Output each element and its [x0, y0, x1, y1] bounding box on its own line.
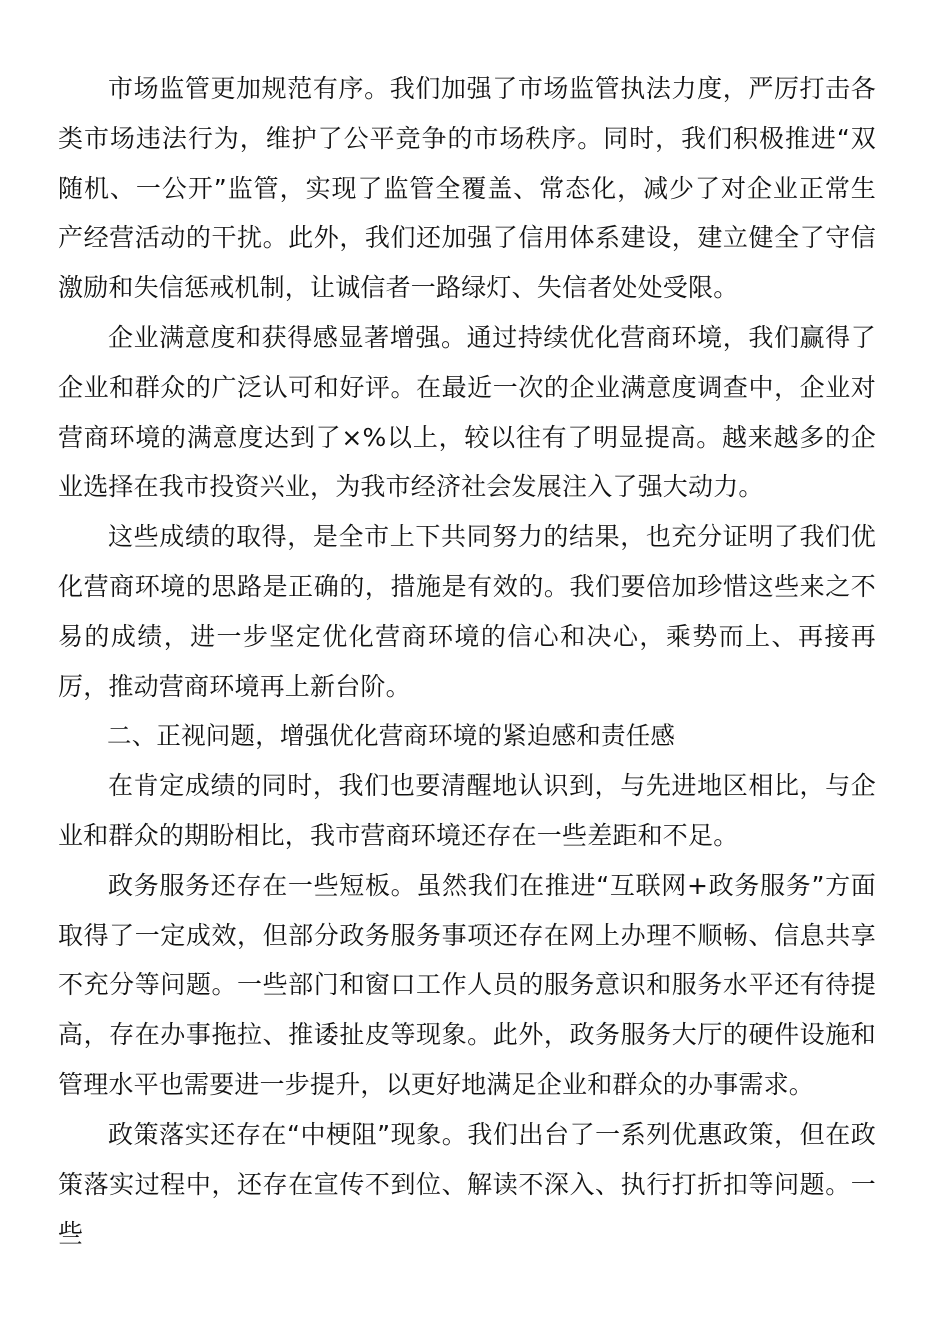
paragraph-achievements-summary: 这些成绩的取得，是全市上下共同努力的结果，也充分证明了我们优化营商环境的思路是正确的，措施是有效的。我们要倍加珍惜这些来之不易的成绩，进一步坚定优化营商环境的信心和决心，乘势而上、再接再厉，推动营商环境再上新台阶。: [58, 522, 876, 701]
paragraph-government-services: 政务服务还存在一些短板。虽然我们在推进“互联网+政务服务”方面取得了一定成效，但部分政务服务事项还存在网上办理不顺畅、信息共享不充分等问题。一些部门和窗口工作人员的服务意识和服务水平还有待提高，存在办事拖拉、推诿扯皮等现象。此外，政务服务大厅的硬件设施和管理水平也需要进一步提升，以更好地满足企业和群众的办事需求。: [58, 870, 876, 1099]
section-heading-two: 二、正视问题，增强优化营商环境的紧迫感和责任感: [107, 721, 676, 751]
paragraph-market-supervision: 市场监管更加规范有序。我们加强了市场监管执法力度，严厉打击各类市场违法行为，维护了公平竞争的市场秩序。同时，我们积极推进“双随机、一公开”监管，实现了监管全覆盖、常态化，减少了对企业正常生产经营活动的干扰。此外，我们还加强了信用体系建设，建立健全了守信激励和失信惩戒机制，让诚信者一路绿灯、失信者处处受限。: [58, 74, 876, 303]
paragraph-enterprise-satisfaction: 企业满意度和获得感显著增强。通过持续优化营商环境，我们赢得了企业和群众的广泛认可和好评。在最近一次的企业满意度调查中，企业对营商环境的满意度达到了×%以上，较以往有了明显提高。越来越多的企业选择在我市投资兴业，为我市经济社会发展注入了强大动力。: [58, 322, 876, 502]
paragraph-policy-implementation: 政策落实还存在“中梗阻”现象。我们出台了一系列优惠政策，但在政策落实过程中，还存在宣传不到位、解读不深入、执行打折扣等问题。一些: [58, 1119, 876, 1249]
paragraph-gaps-intro: 在肯定成绩的同时，我们也要清醒地认识到，与先进地区相比，与企业和群众的期盼相比，我市营商环境还存在一些差距和不足。: [58, 771, 876, 850]
document-page: [58, 64, 876, 1259]
